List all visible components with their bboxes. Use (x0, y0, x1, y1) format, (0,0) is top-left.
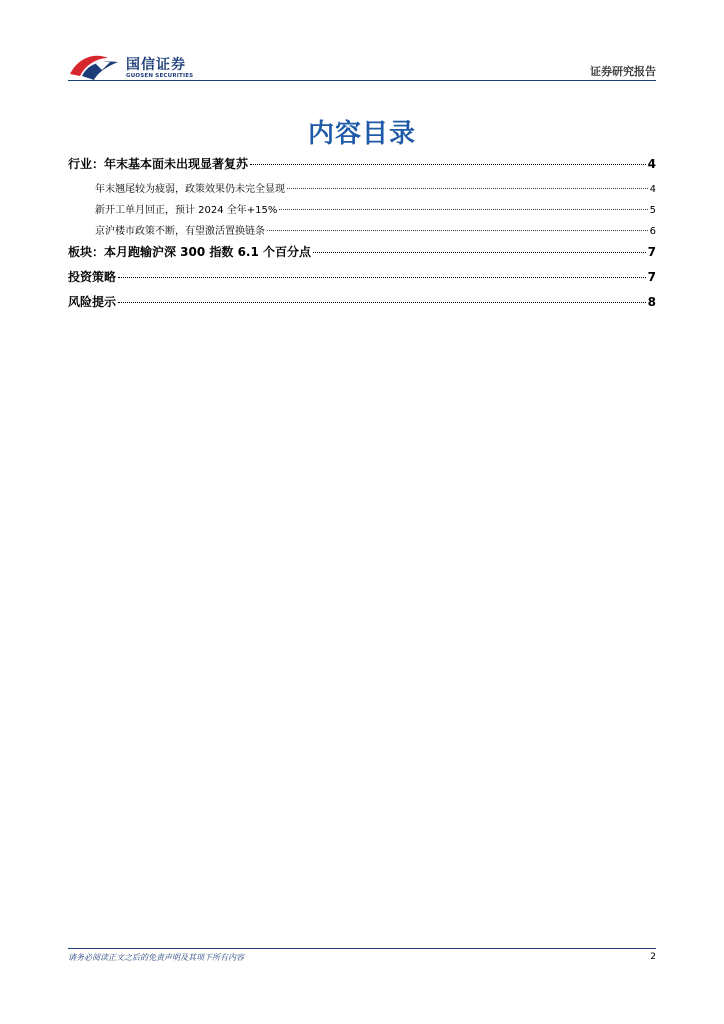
toc-entry-page: 7 (647, 270, 656, 284)
report-type-label: 证券研究报告 (590, 65, 656, 78)
toc-entry-page: 6 (649, 226, 656, 237)
toc-entry[interactable] (68, 293, 656, 310)
toc-leader-dots (313, 252, 646, 253)
toc-entry-label: 投资策略 (68, 270, 117, 284)
toc-entry-label: 风险提示 (68, 295, 117, 309)
toc-entry[interactable] (68, 155, 656, 172)
toc-entry[interactable] (68, 243, 656, 260)
toc-entry-label: 京沪楼市政策不断，有望激活置换链条 (95, 226, 265, 237)
toc-leader-dots (279, 209, 647, 210)
toc-leader-dots (267, 230, 648, 231)
guosen-logo-icon (68, 52, 122, 80)
toc-entry-label: 板块：本月跑输沪深 300 指数 6.1 个百分点 (68, 245, 312, 259)
toc-entry-page: 5 (649, 205, 656, 216)
toc-title: 内容目录 (307, 119, 416, 149)
toc-entry-page: 4 (647, 157, 656, 171)
footer-divider (68, 948, 656, 949)
header-divider (68, 80, 656, 81)
footer-disclaimer: 请务必阅读正文之后的免责声明及其项下所有内容 (68, 953, 244, 962)
toc-entry[interactable] (68, 222, 656, 237)
toc-entry-page: 7 (647, 245, 656, 259)
toc-leader-dots (287, 188, 648, 189)
toc-entry-page: 8 (647, 295, 656, 309)
logo-text-en: GUOSEN SECURITIES (126, 73, 194, 79)
company-logo (68, 50, 208, 84)
toc-entry-page: 4 (649, 184, 656, 195)
logo-text-cn: 国信证券 (126, 57, 186, 73)
page-header (68, 50, 656, 84)
toc-entry-label: 行业：年末基本面未出现显著复苏 (68, 157, 249, 171)
toc-entry[interactable] (68, 180, 656, 195)
toc-entry[interactable] (68, 268, 656, 285)
toc-leader-dots (118, 277, 646, 278)
toc-leader-dots (118, 302, 646, 303)
toc-entry-label: 新开工单月回正，预计 2024 全年+15% (95, 205, 278, 216)
toc-leader-dots (250, 164, 646, 165)
toc-entry-label: 年末翘尾较为疲弱，政策效果仍未完全显现 (95, 184, 285, 195)
toc-entry[interactable] (68, 201, 656, 216)
page-number: 2 (650, 952, 656, 962)
